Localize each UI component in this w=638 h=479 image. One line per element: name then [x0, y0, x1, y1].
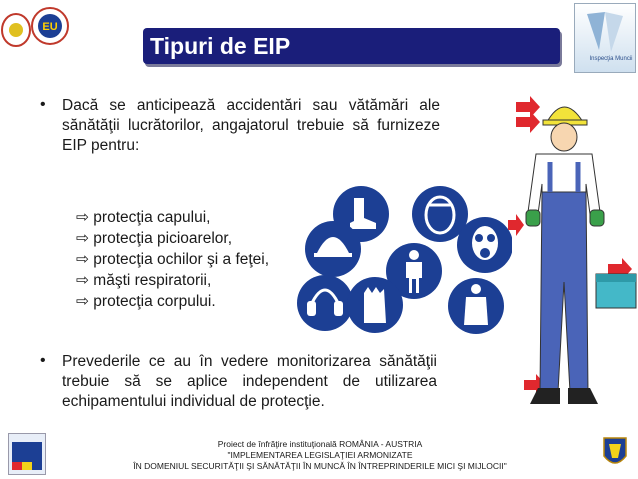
bullet-dot: • [40, 352, 46, 369]
helmet-sign-icon [305, 221, 361, 277]
gloves-sign-icon [347, 277, 403, 333]
list-item-text: protecţia capului, [93, 209, 211, 226]
list-item-text: protecţia picioarelor, [93, 230, 233, 247]
inspectia-muncii-logo [574, 3, 636, 73]
list-item: ⇨ măşti respiratorii, [76, 272, 212, 289]
red-arrow-icon [516, 111, 540, 133]
footer-line: ÎN DOMENIUL SECURITĂŢII ŞI SĂNĂTĂŢII ÎN MUNCĂ ÎN ÎNTREPRINDERILE MICI ŞI MIJLOCII" [133, 461, 507, 471]
list-item: ⇨ protecţia ochilor şi a feţei, [76, 251, 270, 268]
intro-paragraph: Dacă se anticipează accidentări sau vătămări ale sănătăţii lucrătorilor, angajatorul trebuie să furnizeze EIP pentru: [62, 97, 440, 154]
red-arrow-icon [508, 214, 524, 236]
project-logo [8, 433, 46, 475]
footer-line: Proiect de înfrăţire instituţională ROMÂNIA - AUSTRIA [217, 439, 423, 449]
list-item-text: protecţia ochilor şi a feţei, [93, 251, 270, 268]
worker-illustration [500, 92, 638, 420]
list-item: ⇨ protecţia corpului. [76, 293, 216, 310]
svg-text:Inspecţia Muncii: Inspecţia Muncii [589, 56, 633, 62]
footer-line: "IMPLEMENTAREA LEGISLAŢIEI ARMONIZATE [227, 450, 413, 460]
apron-sign-icon [448, 278, 504, 334]
list-item-text: protecţia corpului. [93, 293, 216, 310]
ear-muffs-sign-icon [297, 275, 353, 331]
red-arrow-icon [516, 96, 540, 118]
list-item: ⇨ protecţia picioarelor, [76, 230, 233, 247]
list-item: ⇨ protecţia capului, [76, 209, 211, 226]
coat-of-arms-icon [600, 434, 630, 472]
ppe-signs [292, 183, 512, 343]
footer [110, 439, 530, 472]
bullet-dot: • [40, 96, 46, 113]
list-item-text: măşti respiratorii, [93, 272, 212, 289]
page-title: Tipuri de EIP [150, 33, 291, 59]
monitoring-paragraph: Prevederile ce au în vedere monitorizarea sănătăţii trebuie să se aplice independent de utilizarea echipamentului individual de protecţie. [62, 353, 437, 410]
logo-group-left [0, 0, 92, 60]
eu-badge-icon: EU [42, 21, 58, 33]
